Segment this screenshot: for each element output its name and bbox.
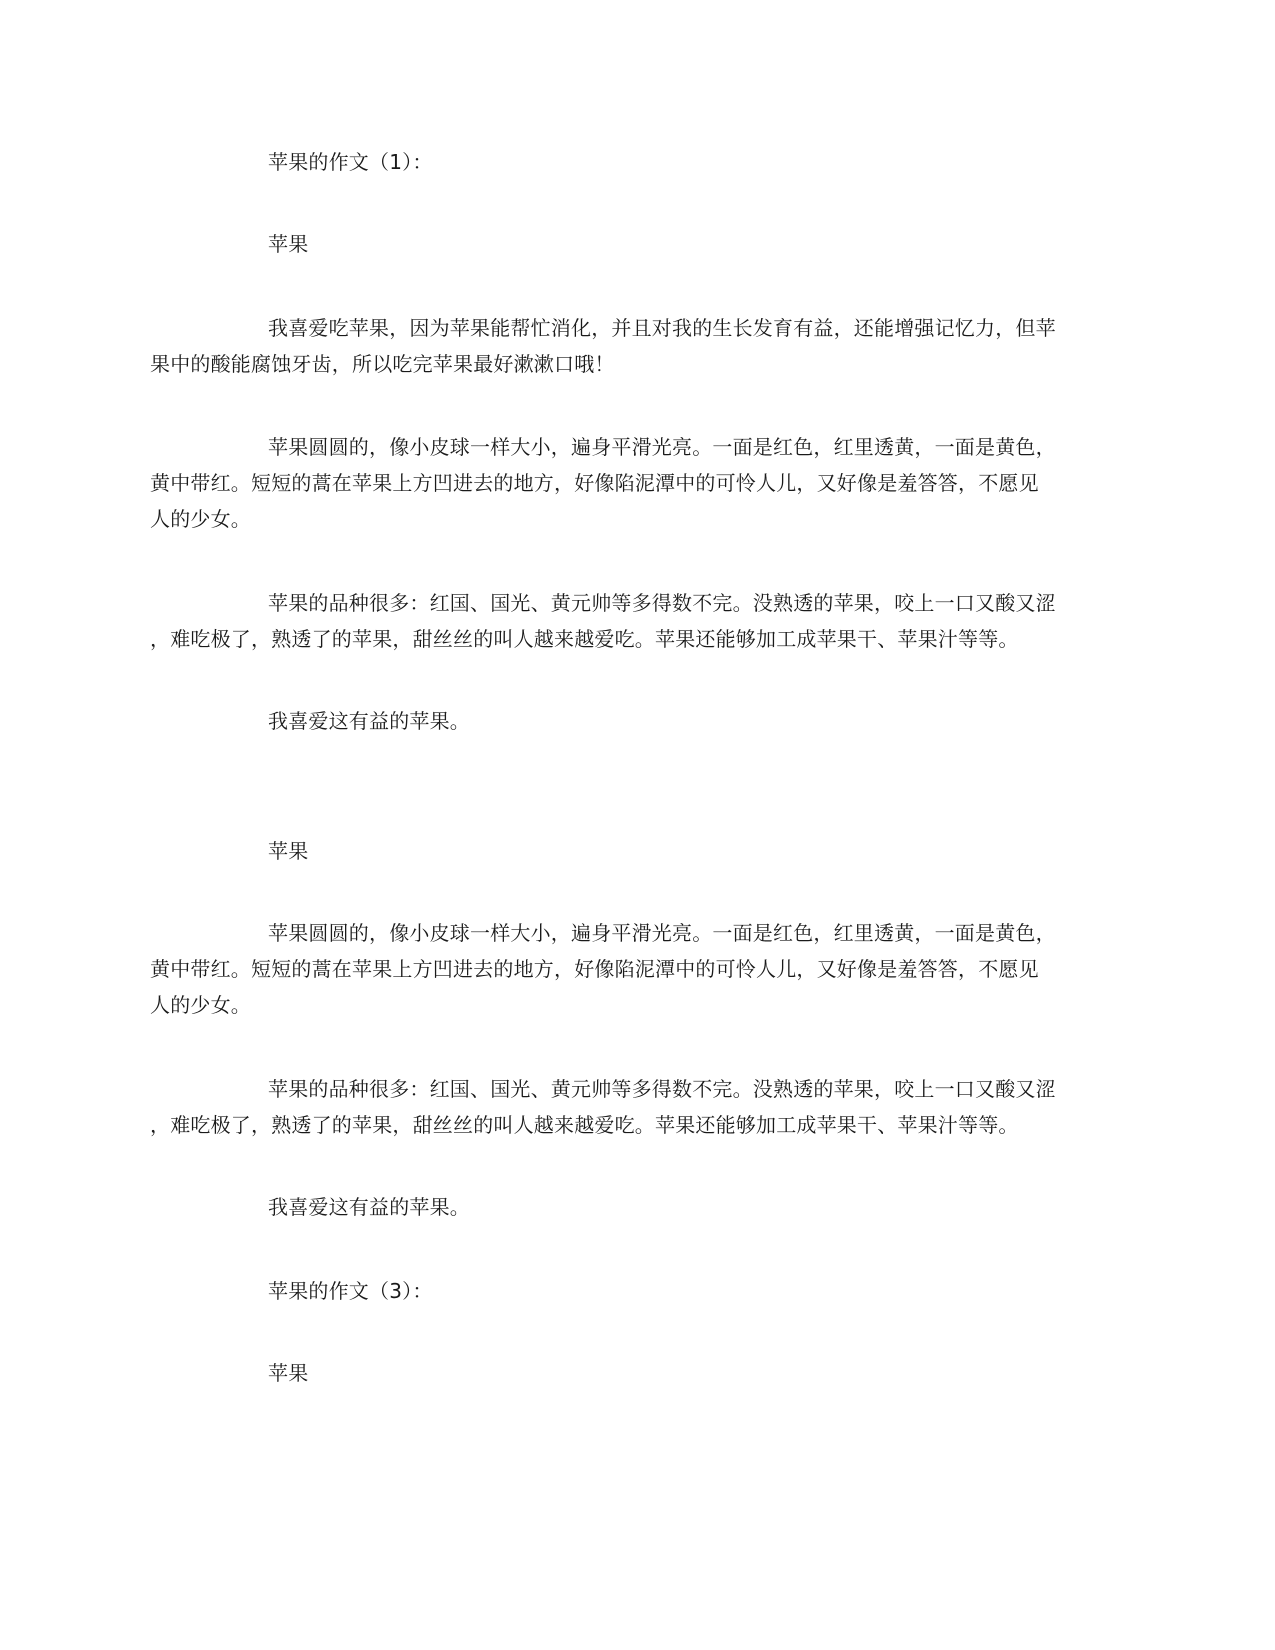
essay-heading-3: 苹果的作文（3）： [268, 1279, 433, 1303]
essay-title-1: 苹果 [268, 232, 309, 256]
paragraph-3-line-2: ，难吃极了，熟透了的苹果，甜丝丝的叫人越来越爱吃。苹果还能够加工成苹果干、苹果汁等等。 [150, 627, 1019, 651]
paragraph-2-line-2: 黄中带红。短短的蒿在苹果上方凹进去的地方，好像陷泥潭中的可怜人儿，又好像是羞答答，不愿见 [150, 471, 1039, 495]
paragraph-4: 我喜爱这有益的苹果。 [268, 709, 470, 733]
paragraph-6-line-2: ，难吃极了，熟透了的苹果，甜丝丝的叫人越来越爱吃。苹果还能够加工成苹果干、苹果汁等等。 [150, 1113, 1019, 1137]
paragraph-1-line-1: 我喜爱吃苹果，因为苹果能帮忙消化，并且对我的生长发育有益，还能增强记忆力，但苹 [268, 316, 1056, 340]
paragraph-1-line-2: 果中的酸能腐蚀牙齿，所以吃完苹果最好漱漱口哦！ [150, 352, 615, 376]
paragraph-5-line-3: 人的少女。 [150, 993, 251, 1017]
paragraph-2-line-3: 人的少女。 [150, 507, 251, 531]
essay-heading-1: 苹果的作文（1）： [268, 150, 433, 174]
paragraph-5-line-1: 苹果圆圆的，像小皮球一样大小，遍身平滑光亮。一面是红色，红里透黄，一面是黄色， [268, 921, 1056, 945]
paragraph-7: 我喜爱这有益的苹果。 [268, 1195, 470, 1219]
paragraph-3-line-1: 苹果的品种很多：红国、国光、黄元帅等多得数不完。没熟透的苹果，咬上一口又酸又涩 [268, 591, 1056, 615]
paragraph-2-line-1: 苹果圆圆的，像小皮球一样大小，遍身平滑光亮。一面是红色，红里透黄，一面是黄色， [268, 435, 1056, 459]
essay-title-3: 苹果 [268, 1361, 309, 1385]
paragraph-5-line-2: 黄中带红。短短的蒿在苹果上方凹进去的地方，好像陷泥潭中的可怜人儿，又好像是羞答答，不愿见 [150, 957, 1039, 981]
paragraph-6-line-1: 苹果的品种很多：红国、国光、黄元帅等多得数不完。没熟透的苹果，咬上一口又酸又涩 [268, 1077, 1056, 1101]
essay-title-2: 苹果 [268, 839, 309, 863]
